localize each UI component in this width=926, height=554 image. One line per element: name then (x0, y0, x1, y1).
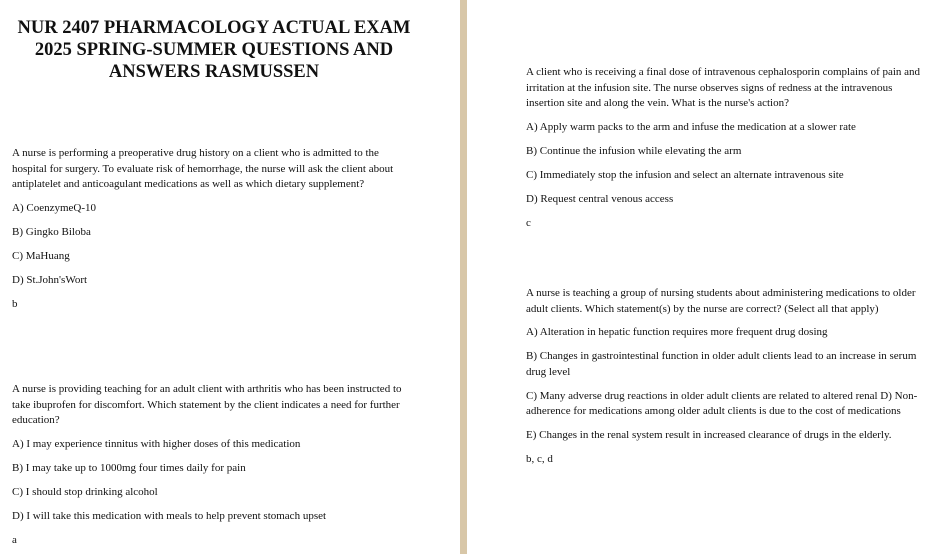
option: D) I will take this medication with meals to help prevent stomach upset (12, 509, 327, 522)
option: C) I should stop drinking alcohol (12, 485, 158, 498)
option: C) MaHuang (12, 249, 70, 262)
option: B) Changes in gastrointestinal function in older adult clients lead to an increase in serum drug level (526, 350, 917, 378)
right-page (467, 0, 926, 554)
option: D) Request central venous access (526, 192, 674, 205)
option: C) Immediately stop the infusion and select an alternate intravenous site (526, 168, 844, 181)
question-block (526, 65, 921, 231)
option: A) Alteration in hepatic function requires more frequent drug dosing (526, 326, 828, 338)
title-line: ANSWERS RASMUSSEN (108, 62, 320, 82)
option: A) I may experience tinnitus with higher doses of this medication (12, 437, 301, 450)
question-block (12, 146, 412, 312)
answer: c (526, 216, 531, 229)
option: B) Gingko Biloba (12, 225, 91, 238)
question-block (526, 286, 921, 468)
title-line: NUR 2407 PHARMACOLOGY ACTUAL EXAM (17, 18, 411, 38)
page-gutter (460, 0, 467, 554)
option: D) St.John'sWort (12, 273, 88, 286)
answer: a (12, 533, 17, 546)
question-text: A nurse is providing teaching for an adult client with arthritis who has been instructed to take ibuprofen for discomfort. Which statement by the client indicates a need for further education? (12, 383, 402, 426)
option: B) I may take up to 1000mg four times daily for pain (12, 461, 246, 474)
title-line: 2025 SPRING-SUMMER QUESTIONS AND (34, 40, 394, 60)
document-title (14, 17, 414, 83)
question-block (12, 382, 412, 548)
option: B) Continue the infusion while elevating the arm (526, 144, 742, 157)
option: A) Apply warm packs to the arm and infuse the medication at a slower rate (526, 120, 856, 133)
option: C) Many adverse drug reactions in older adult clients are related to altered renal D) Non-adherence for medications among older adult clients is due to the cost of medications (526, 389, 918, 417)
option: E) Changes in the renal system result in increased clearance of drugs in the elderly. (526, 429, 892, 441)
answer: b, c, d (526, 453, 553, 465)
question-text: A nurse is teaching a group of nursing students about administering medications to older adult clients. Which statement(s) by the nurse are correct? (Select all that apply) (526, 287, 916, 315)
question-text: A nurse is performing a preoperative drug history on a client who is admitted to the hospital for surgery. To evaluate risk of hemorrhage, the nurse will ask the client about antiplatelet and anticoagulant medications as well as which dietary supplement? (12, 147, 394, 190)
left-page (0, 0, 460, 554)
question-text: A client who is receiving a final dose of intravenous cephalosporin complains of pain and irritation at the infusion site. The nurse observes signs of redness at the intravenous insertion site and along the vein. What is the nurse's action? (526, 66, 921, 109)
answer: b (12, 297, 18, 310)
option: A) CoenzymeQ-10 (12, 201, 97, 214)
